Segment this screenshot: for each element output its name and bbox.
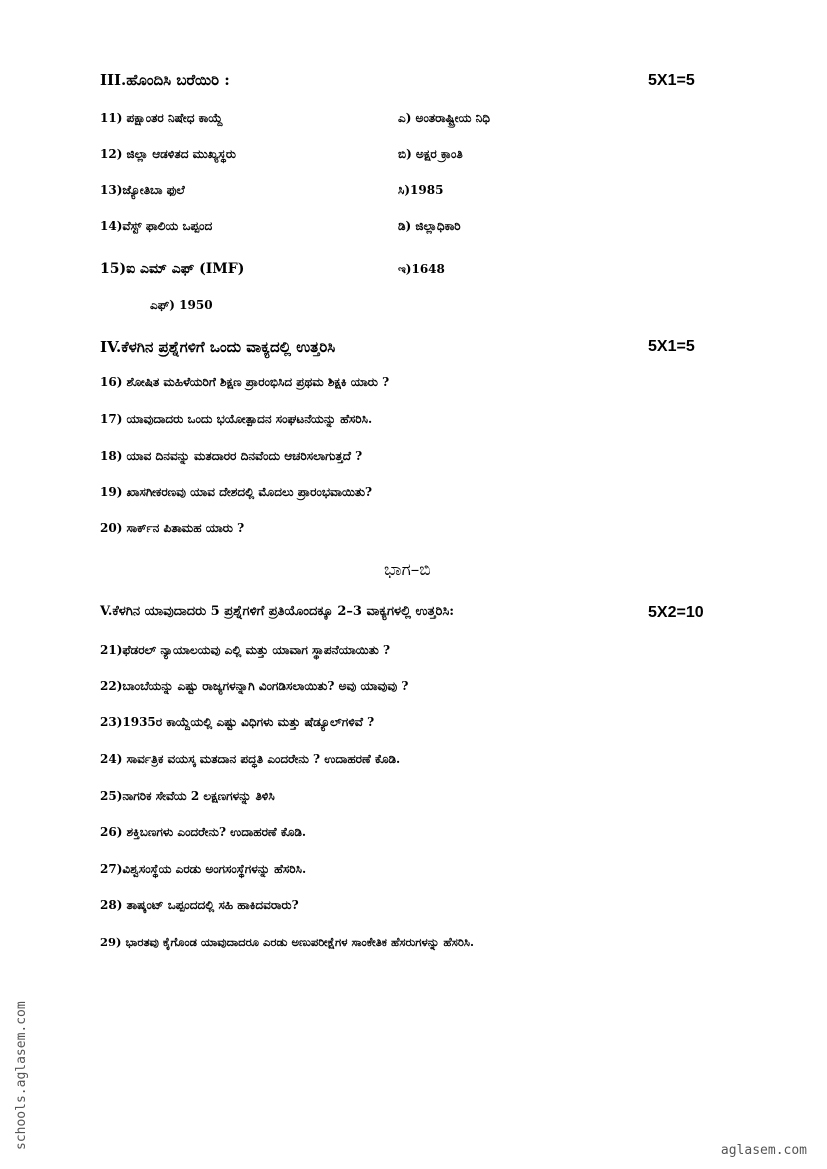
section-5-marks: 5X2=10	[648, 604, 704, 621]
question: 20) ಸಾರ್ಕ್‌ನ ಪಿತಾಮಹ ಯಾರು ?	[100, 521, 245, 535]
question: 29) ಭಾರತವು ಕೈಗೊಂಡ ಯಾವುದಾದರೂ ಎರಡು ಅಣುಪರೀಕ್ಷೆಗಳ ಸಾಂಕೇತಿಕ ಹೆಸರುಗಳನ್ನು ಹೆಸರಿಸಿ.	[100, 935, 475, 949]
match-right-item: ಇ)1648	[398, 262, 445, 276]
match-left-item: 13)ಜ್ಯೋತಿಬಾ ಫುಲೆ	[100, 183, 185, 197]
match-left-item: 14)ವೆಸ್ಟ್ ಫಾಲಿಯ ಒಪ್ಪಂದ	[100, 219, 213, 233]
section-3-title: III.ಹೊಂದಿಸಿ ಬರೆಯಿರಿ :	[100, 71, 230, 89]
question: 21)ಫೆಡರಲ್ ನ್ಯಾಯಾಲಯವು ಎಲ್ಲಿ ಮತ್ತು ಯಾವಾಗ ಸ್ಥಾಪನೆಯಾಯಿತು ?	[100, 643, 391, 657]
footer-watermark: aglasem.com	[720, 1143, 807, 1158]
section-3-marks: 5X1=5	[648, 72, 695, 89]
match-left-item: 11) ಪಕ್ಷಾಂತರ ನಿಷೇಧ ಕಾಯ್ದೆ	[100, 111, 223, 125]
match-right-item: ಸಿ)1985	[398, 183, 444, 197]
question: 17) ಯಾವುದಾದರು ಒಂದು ಭಯೋತ್ಪಾದನ ಸಂಘಟನೆಯನ್ನು ಹೆಸರಿಸಿ.	[100, 412, 373, 426]
question: 24) ಸಾರ್ವತ್ರಿಕ ವಯಸ್ಕ ಮತದಾನ ಪದ್ಧತಿ ಎಂದರೇನು ? ಉದಾಹರಣೆ ಕೊಡಿ.	[100, 752, 401, 766]
section-4-marks: 5X1=5	[648, 338, 695, 355]
section-4-title: IV.ಕೆಳಗಿನ ಪ್ರಶ್ನೆಗಳಿಗೆ ಒಂದು ವಾಕ್ಯದಲ್ಲಿ ಉತ್ತರಿಸಿ	[100, 338, 336, 356]
match-right-item: ಎ) ಅಂತರಾಷ್ಟ್ರೀಯ ನಿಧಿ	[398, 111, 491, 125]
question: 27)ವಿಶ್ವಸಂಸ್ಥೆಯ ಎರಡು ಅಂಗಸಂಸ್ಥೆಗಳನ್ನು ಹೆಸರಿಸಿ.	[100, 862, 307, 876]
question: 22)ಬಾಂಬೆಯನ್ನು ಎಷ್ಟು ರಾಜ್ಯಗಳನ್ನಾಗಿ ವಿಂಗಡಿಸಲಾಯಿತು? ಅವು ಯಾವುವು ?	[100, 679, 409, 693]
question: 19) ಖಾಸಗೀಕರಣವು ಯಾವ ದೇಶದಲ್ಲಿ ಮೊದಲು ಪ್ರಾರಂಭವಾಯಿತು?	[100, 485, 373, 499]
question: 26) ಶಕ್ತಿಬಣಗಳು ಎಂದರೇನು? ಉದಾಹರಣೆ ಕೊಡಿ.	[100, 825, 307, 839]
match-left-item: 15)ಐ ಎಮ್ ಎಫ್ (IMF)	[100, 261, 245, 277]
match-left-item: 12) ಜಿಲ್ಲಾ ಆಡಳಿತದ ಮುಖ್ಯಸ್ಥರು	[100, 147, 236, 161]
match-right-item: ಡಿ) ಜಿಲ್ಲಾಧಿಕಾರಿ	[398, 219, 461, 233]
match-right-item: ಬಿ) ಅಕ್ಷರ ಕ್ರಾಂತಿ	[398, 147, 463, 161]
match-extra-option: ಎಫ್) 1950	[150, 298, 213, 312]
question: 28) ತಾಷ್ಕಂಟ್ ಒಪ್ಪಂದದಲ್ಲಿ ಸಹಿ ಹಾಕಿದವರಾರು?	[100, 898, 299, 912]
question: 16) ಶೋಷಿತ ಮಹಿಳೆಯರಿಗೆ ಶಿಕ್ಷಣ ಪ್ರಾರಂಭಿಸಿದ ಪ್ರಥಮ ಶಿಕ್ಷಕಿ ಯಾರು ?	[100, 375, 390, 389]
section-5-title: V.ಕೆಳಗಿನ ಯಾವುದಾದರು 5 ಪ್ರಶ್ನೆಗಳಿಗೆ ಪ್ರತಿಯೊಂದಕ್ಕೂ 2–3 ವಾಕ್ಯಗಳಲ್ಲಿ ಉತ್ತರಿಸಿ:	[100, 604, 455, 619]
question: 25)ನಾಗರಿಕ ಸೇವೆಯ 2 ಲಕ್ಷಣಗಳನ್ನು ತಿಳಿಸಿ	[100, 789, 275, 803]
side-watermark: schools.aglasem.com	[14, 1001, 29, 1150]
part-b-heading: ಭಾಗ–ಬಿ	[384, 560, 431, 580]
question: 23)1935ರ ಕಾಯ್ದೆಯಲ್ಲಿ ಎಷ್ಟು ವಿಧಿಗಳು ಮತ್ತು ಷೆಡ್ಯೂಲ್‌ಗಳಿವೆ ?	[100, 715, 375, 729]
question: 18) ಯಾವ ದಿನವನ್ನು ಮತದಾರರ ದಿನವೆಂದು ಆಚರಿಸಲಾಗುತ್ತದೆ ?	[100, 449, 363, 463]
